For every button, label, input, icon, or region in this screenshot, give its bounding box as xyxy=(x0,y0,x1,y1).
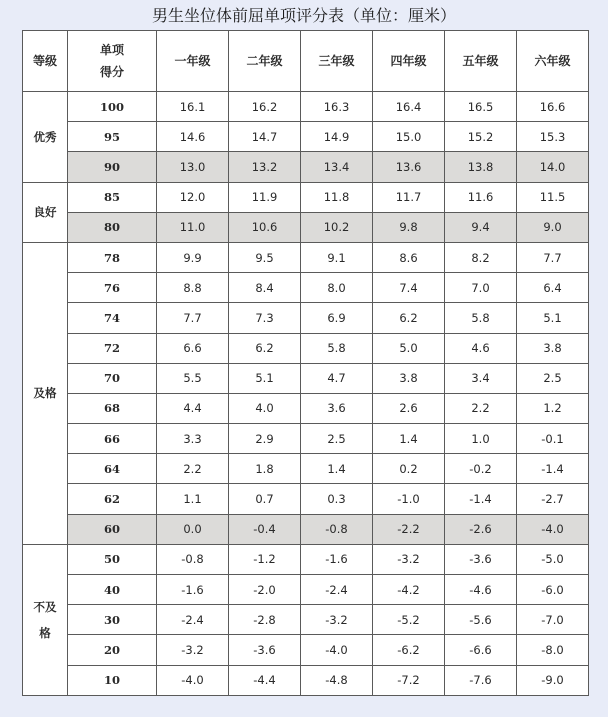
score-cell: 74 xyxy=(68,303,157,333)
score-cell: 64 xyxy=(68,454,157,484)
value-cell: -1.4 xyxy=(445,484,517,514)
value-cell: -3.2 xyxy=(301,605,373,635)
score-cell: 100 xyxy=(68,92,157,122)
value-cell: -7.2 xyxy=(373,665,445,695)
value-cell: 6.2 xyxy=(373,303,445,333)
value-cell: 5.8 xyxy=(445,303,517,333)
value-cell: 0.0 xyxy=(157,514,229,544)
value-cell: -4.0 xyxy=(517,514,589,544)
score-cell: 90 xyxy=(68,152,157,182)
score-cell: 80 xyxy=(68,212,157,242)
table-row xyxy=(23,333,589,363)
value-cell: -3.6 xyxy=(229,635,301,665)
value-cell: 0.3 xyxy=(301,484,373,514)
value-cell: -5.6 xyxy=(445,605,517,635)
value-cell: -2.0 xyxy=(229,575,301,605)
score-cell: 68 xyxy=(68,393,157,423)
value-cell: 7.7 xyxy=(157,303,229,333)
value-cell: 1.4 xyxy=(373,424,445,454)
value-cell: 3.3 xyxy=(157,424,229,454)
value-cell: -6.0 xyxy=(517,575,589,605)
value-cell: -1.6 xyxy=(157,575,229,605)
score-cell: 66 xyxy=(68,424,157,454)
value-cell: 5.1 xyxy=(517,303,589,333)
value-cell: 7.4 xyxy=(373,273,445,303)
value-cell: 16.3 xyxy=(301,92,373,122)
score-table xyxy=(22,30,589,696)
value-cell: 8.0 xyxy=(301,273,373,303)
value-cell: 7.0 xyxy=(445,273,517,303)
value-cell: 7.3 xyxy=(229,303,301,333)
score-cell: 30 xyxy=(68,605,157,635)
value-cell: -1.4 xyxy=(517,454,589,484)
value-cell: 15.2 xyxy=(445,122,517,152)
table-title: 男生坐位体前屈单项评分表（单位：厘米） xyxy=(151,6,456,25)
value-cell: -4.8 xyxy=(301,665,373,695)
score-cell: 70 xyxy=(68,363,157,393)
table-row xyxy=(23,363,589,393)
value-cell: 15.0 xyxy=(373,122,445,152)
year-header-4: 四年级 xyxy=(373,31,445,92)
value-cell: -5.2 xyxy=(373,605,445,635)
grade-label-line: 格 xyxy=(39,625,51,640)
value-cell: -8.0 xyxy=(517,635,589,665)
table-row xyxy=(23,544,589,574)
value-cell: -4.2 xyxy=(373,575,445,605)
table-row xyxy=(23,484,589,514)
value-cell: -2.7 xyxy=(517,484,589,514)
table-row xyxy=(23,393,589,423)
value-cell: 4.4 xyxy=(157,393,229,423)
value-cell: -4.6 xyxy=(445,575,517,605)
grade-label xyxy=(23,242,68,544)
value-cell: 9.9 xyxy=(157,242,229,272)
value-cell: 6.4 xyxy=(517,273,589,303)
value-cell: 11.0 xyxy=(157,212,229,242)
value-cell: 5.0 xyxy=(373,333,445,363)
year-header-2: 二年级 xyxy=(229,31,301,92)
value-cell: 13.4 xyxy=(301,152,373,182)
grade-label xyxy=(23,182,68,242)
value-cell: 13.0 xyxy=(157,152,229,182)
score-cell: 10 xyxy=(68,665,157,695)
table-row xyxy=(23,454,589,484)
value-cell: -3.2 xyxy=(157,635,229,665)
value-cell: -0.1 xyxy=(517,424,589,454)
value-cell: 16.1 xyxy=(157,92,229,122)
value-cell: -2.8 xyxy=(229,605,301,635)
value-cell: 10.2 xyxy=(301,212,373,242)
value-cell: 3.4 xyxy=(445,363,517,393)
value-cell: -6.6 xyxy=(445,635,517,665)
value-cell: 16.2 xyxy=(229,92,301,122)
value-cell: 9.1 xyxy=(301,242,373,272)
value-cell: 2.2 xyxy=(157,454,229,484)
value-cell: -7.0 xyxy=(517,605,589,635)
score-header-line1: 单项 xyxy=(99,43,124,57)
value-cell: 6.9 xyxy=(301,303,373,333)
value-cell: 14.6 xyxy=(157,122,229,152)
score-cell: 76 xyxy=(68,273,157,303)
value-cell: 6.2 xyxy=(229,333,301,363)
table-row xyxy=(23,575,589,605)
value-cell: 9.4 xyxy=(445,212,517,242)
score-cell: 62 xyxy=(68,484,157,514)
grade-label-line: 及格 xyxy=(33,386,57,401)
score-header-line2: 得分 xyxy=(99,65,124,79)
value-cell: 1.8 xyxy=(229,454,301,484)
value-cell: -3.6 xyxy=(445,544,517,574)
value-cell: 11.7 xyxy=(373,182,445,212)
grade-label-line: 不及 xyxy=(33,599,57,614)
table-row xyxy=(23,665,589,695)
value-cell: 13.2 xyxy=(229,152,301,182)
table-row xyxy=(23,182,589,212)
score-cell: 78 xyxy=(68,242,157,272)
table-row xyxy=(23,303,589,333)
value-cell: 2.5 xyxy=(517,363,589,393)
value-cell: -1.2 xyxy=(229,544,301,574)
value-cell: 16.6 xyxy=(517,92,589,122)
value-cell: -0.2 xyxy=(445,454,517,484)
value-cell: -2.4 xyxy=(301,575,373,605)
score-cell: 40 xyxy=(68,575,157,605)
value-cell: 2.2 xyxy=(445,393,517,423)
grade-label xyxy=(23,544,68,695)
value-cell: 7.7 xyxy=(517,242,589,272)
value-cell: 8.4 xyxy=(229,273,301,303)
value-cell: 5.8 xyxy=(301,333,373,363)
value-cell: 1.2 xyxy=(517,393,589,423)
table-body xyxy=(23,92,589,696)
value-cell: 11.6 xyxy=(445,182,517,212)
grade-label-line: 良好 xyxy=(33,205,57,220)
value-cell: 2.9 xyxy=(229,424,301,454)
value-cell: -2.4 xyxy=(157,605,229,635)
table-row xyxy=(23,122,589,152)
value-cell: 0.7 xyxy=(229,484,301,514)
table-row xyxy=(23,514,589,544)
value-cell: 3.8 xyxy=(517,333,589,363)
value-cell: 9.8 xyxy=(373,212,445,242)
score-cell: 95 xyxy=(68,122,157,152)
value-cell: 8.2 xyxy=(445,242,517,272)
table-row xyxy=(23,152,589,182)
value-cell: -0.8 xyxy=(301,514,373,544)
value-cell: -7.6 xyxy=(445,665,517,695)
grade-label-line: 优秀 xyxy=(33,129,57,144)
table-row xyxy=(23,242,589,272)
table-row xyxy=(23,605,589,635)
value-cell: -4.0 xyxy=(301,635,373,665)
value-cell: 1.1 xyxy=(157,484,229,514)
value-cell: 0.2 xyxy=(373,454,445,484)
value-cell: 9.0 xyxy=(517,212,589,242)
value-cell: 10.6 xyxy=(229,212,301,242)
table-row xyxy=(23,212,589,242)
value-cell: 16.5 xyxy=(445,92,517,122)
year-header-6: 六年级 xyxy=(517,31,589,92)
value-cell: -4.0 xyxy=(157,665,229,695)
year-header-3: 三年级 xyxy=(301,31,373,92)
value-cell: 8.6 xyxy=(373,242,445,272)
value-cell: -9.0 xyxy=(517,665,589,695)
value-cell: -1.0 xyxy=(373,484,445,514)
value-cell: 13.6 xyxy=(373,152,445,182)
value-cell: 9.5 xyxy=(229,242,301,272)
score-cell: 72 xyxy=(68,333,157,363)
value-cell: 16.4 xyxy=(373,92,445,122)
score-cell: 20 xyxy=(68,635,157,665)
header-row xyxy=(23,31,589,92)
value-cell: 2.6 xyxy=(373,393,445,423)
value-cell: -5.0 xyxy=(517,544,589,574)
table-row xyxy=(23,92,589,122)
value-cell: 4.0 xyxy=(229,393,301,423)
value-cell: 1.4 xyxy=(301,454,373,484)
value-cell: 8.8 xyxy=(157,273,229,303)
value-cell: 5.1 xyxy=(229,363,301,393)
value-cell: -2.2 xyxy=(373,514,445,544)
grade-header: 等级 xyxy=(23,31,68,92)
value-cell: 3.8 xyxy=(373,363,445,393)
table-row xyxy=(23,424,589,454)
value-cell: 11.8 xyxy=(301,182,373,212)
value-cell: -1.6 xyxy=(301,544,373,574)
table-row xyxy=(23,635,589,665)
value-cell: 12.0 xyxy=(157,182,229,212)
value-cell: 15.3 xyxy=(517,122,589,152)
value-cell: 13.8 xyxy=(445,152,517,182)
value-cell: 4.7 xyxy=(301,363,373,393)
year-header-1: 一年级 xyxy=(157,31,229,92)
value-cell: 4.6 xyxy=(445,333,517,363)
value-cell: 5.5 xyxy=(157,363,229,393)
score-cell: 60 xyxy=(68,514,157,544)
value-cell: 2.5 xyxy=(301,424,373,454)
value-cell: 11.5 xyxy=(517,182,589,212)
value-cell: 1.0 xyxy=(445,424,517,454)
score-cell: 50 xyxy=(68,544,157,574)
grade-label xyxy=(23,92,68,183)
value-cell: 14.7 xyxy=(229,122,301,152)
value-cell: -4.4 xyxy=(229,665,301,695)
value-cell: -3.2 xyxy=(373,544,445,574)
table-row xyxy=(23,273,589,303)
score-header xyxy=(68,31,157,92)
value-cell: -0.8 xyxy=(157,544,229,574)
value-cell: 6.6 xyxy=(157,333,229,363)
value-cell: 3.6 xyxy=(301,393,373,423)
score-cell: 85 xyxy=(68,182,157,212)
value-cell: 11.9 xyxy=(229,182,301,212)
value-cell: 14.9 xyxy=(301,122,373,152)
year-header-5: 五年级 xyxy=(445,31,517,92)
value-cell: -6.2 xyxy=(373,635,445,665)
value-cell: 14.0 xyxy=(517,152,589,182)
value-cell: -2.6 xyxy=(445,514,517,544)
value-cell: -0.4 xyxy=(229,514,301,544)
